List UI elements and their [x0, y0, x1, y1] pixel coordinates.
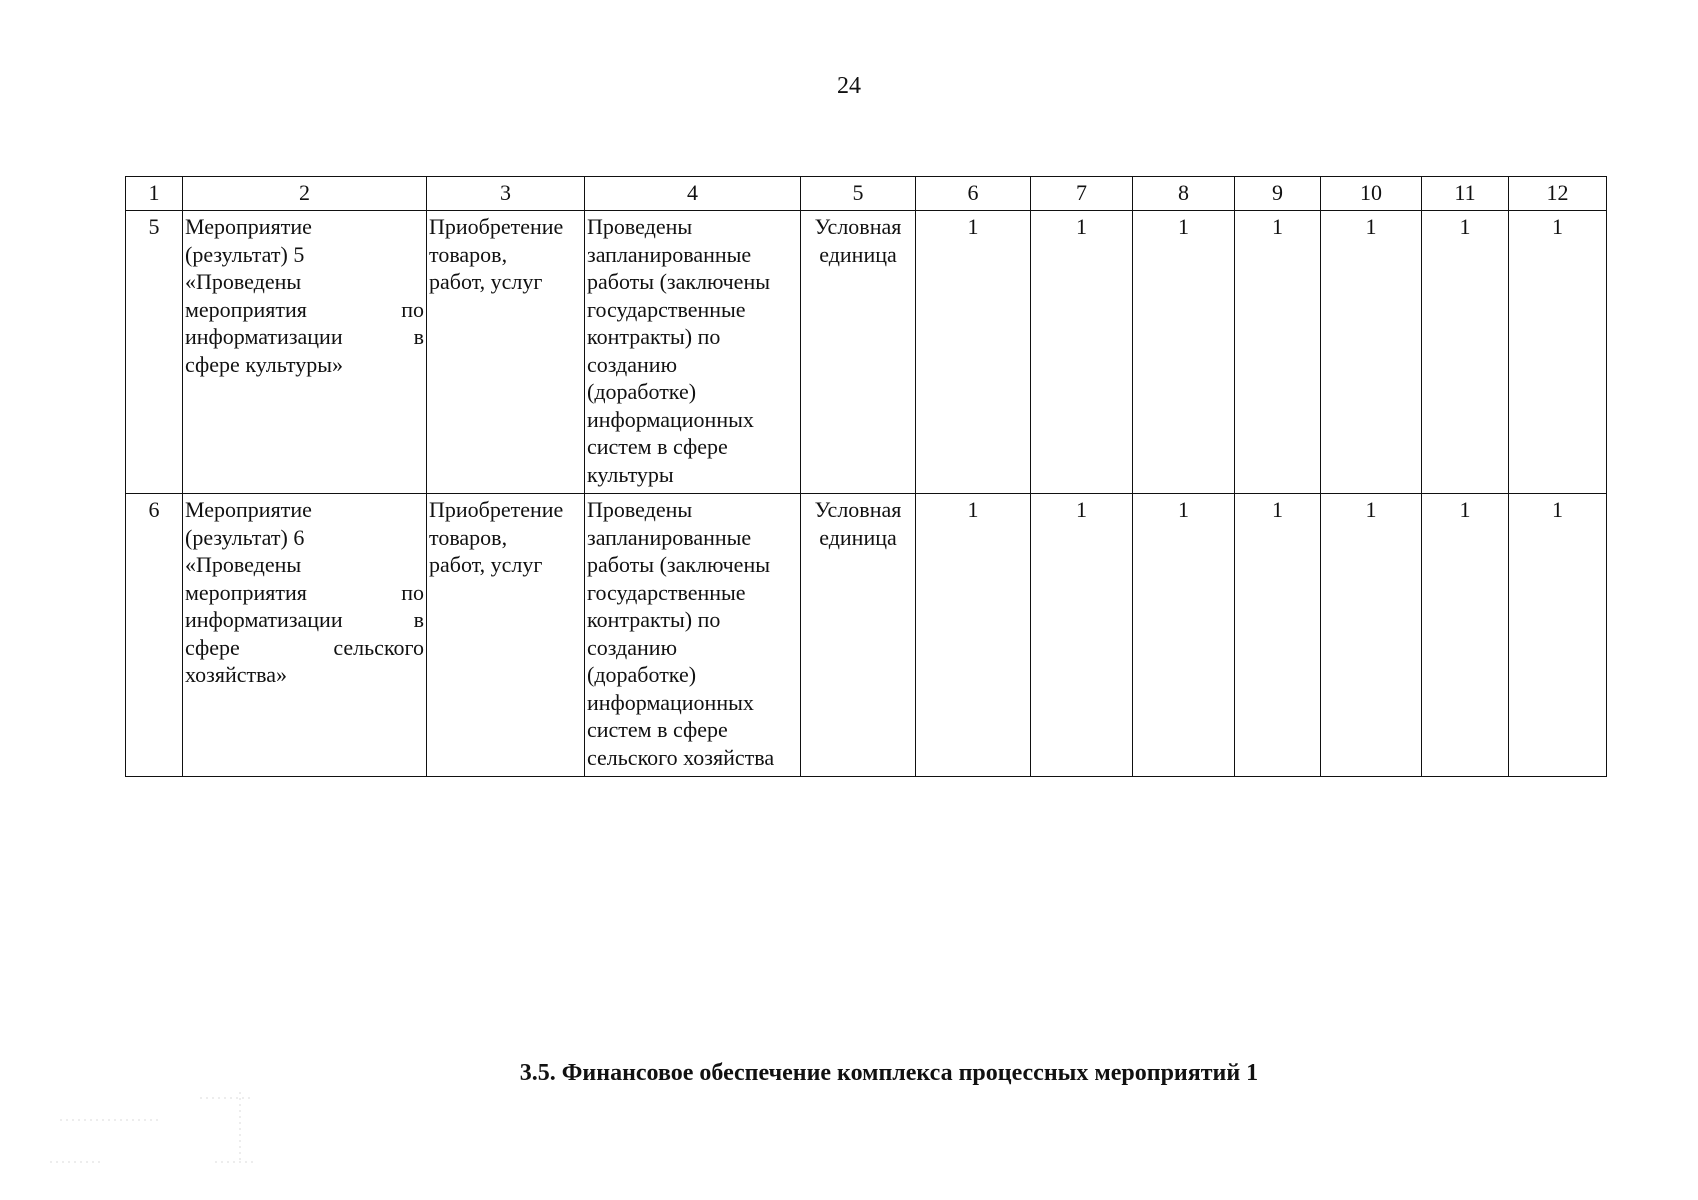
unit-line: Условная: [814, 497, 902, 522]
event-type-line: товаров,: [429, 524, 508, 550]
value-cell: 1: [1235, 211, 1321, 494]
description-line: запланированные: [587, 241, 752, 267]
event-name-cell: [183, 494, 427, 777]
value-cell: 1: [1133, 211, 1235, 494]
event-name-line: (результат) 5: [185, 241, 305, 267]
description-line: государственные: [587, 296, 746, 322]
column-header: 7: [1031, 177, 1133, 211]
value-cell: 1: [1031, 211, 1133, 494]
unit-cell: [801, 211, 916, 494]
unit-line: единица: [819, 241, 897, 267]
description-line: работы (заключены: [587, 269, 770, 294]
column-header: 1: [126, 177, 183, 211]
description-line: Проведены: [587, 214, 693, 239]
event-name-line: мероприятия по: [185, 579, 424, 605]
description-line: государственные: [587, 579, 746, 605]
description-line: запланированные: [587, 524, 752, 550]
event-type-cell: [427, 494, 585, 777]
event-name-line: информатизации в: [185, 324, 424, 349]
event-name-cell: [183, 211, 427, 494]
event-type-cell: [427, 211, 585, 494]
column-header: 8: [1133, 177, 1235, 211]
description-line: работы (заключены: [587, 552, 770, 577]
description-line: (доработке): [587, 662, 697, 687]
value-cell: 1: [1031, 494, 1133, 777]
event-name-line: мероприятия по: [185, 296, 424, 322]
row-number: 5: [126, 211, 183, 494]
event-name-line: хозяйства»: [185, 662, 287, 687]
event-description-cell: [585, 494, 801, 777]
scan-artifact: [40, 1090, 260, 1170]
row-number: 6: [126, 494, 183, 777]
column-header: 4: [585, 177, 801, 211]
value-cell: 1: [1509, 494, 1607, 777]
event-name-line: «Проведены: [185, 269, 302, 294]
table-row: [126, 211, 1607, 494]
event-type-line: Приобретение: [429, 214, 564, 239]
value-cell: 1: [1235, 494, 1321, 777]
section-heading: 3.5. Финансовое обеспечение комплекса процессных мероприятий 1: [519, 1060, 1259, 1086]
description-line: (доработке): [587, 379, 697, 404]
column-header: 3: [427, 177, 585, 211]
page-number: 24: [837, 73, 861, 99]
description-line: систем в сфере: [587, 434, 728, 459]
description-line: информационных: [587, 689, 754, 715]
event-name-line: сфере сельского: [185, 634, 424, 660]
table-header-row: [126, 177, 1607, 211]
value-cell: 1: [1422, 211, 1509, 494]
description-line: созданию: [587, 351, 677, 377]
value-cell: 1: [1509, 211, 1607, 494]
unit-cell: [801, 494, 916, 777]
column-header: 10: [1321, 177, 1422, 211]
column-header: 9: [1235, 177, 1321, 211]
column-header: 6: [916, 177, 1031, 211]
column-header: 2: [183, 177, 427, 211]
event-name-line: информатизации в: [185, 607, 424, 632]
event-type-line: работ, услуг: [429, 552, 543, 577]
column-header: 11: [1422, 177, 1509, 211]
description-line: контракты) по: [587, 324, 721, 349]
column-header: 12: [1509, 177, 1607, 211]
description-line: информационных: [587, 406, 754, 432]
value-cell: 1: [1321, 494, 1422, 777]
event-type-line: работ, услуг: [429, 269, 543, 294]
event-name-line: Мероприятие: [185, 497, 312, 522]
table-row: [126, 494, 1607, 777]
value-cell: 1: [1422, 494, 1509, 777]
unit-line: Условная: [814, 214, 902, 239]
results-table: [125, 176, 1607, 777]
description-line: систем в сфере: [587, 717, 728, 742]
event-name-line: сфере культуры»: [185, 351, 344, 377]
description-line: культуры: [587, 461, 674, 487]
description-line: созданию: [587, 634, 677, 660]
value-cell: 1: [1321, 211, 1422, 494]
event-type-line: Приобретение: [429, 497, 564, 522]
description-line: сельского хозяйства: [587, 744, 775, 770]
column-header: 5: [801, 177, 916, 211]
unit-line: единица: [819, 524, 897, 550]
event-name-line: (результат) 6: [185, 524, 305, 550]
event-name-line: «Проведены: [185, 552, 302, 577]
value-cell: 1: [916, 211, 1031, 494]
value-cell: 1: [1133, 494, 1235, 777]
event-name-line: Мероприятие: [185, 214, 312, 239]
description-line: контракты) по: [587, 607, 721, 632]
value-cell: 1: [916, 494, 1031, 777]
description-line: Проведены: [587, 497, 693, 522]
event-type-line: товаров,: [429, 241, 508, 267]
event-description-cell: [585, 211, 801, 494]
